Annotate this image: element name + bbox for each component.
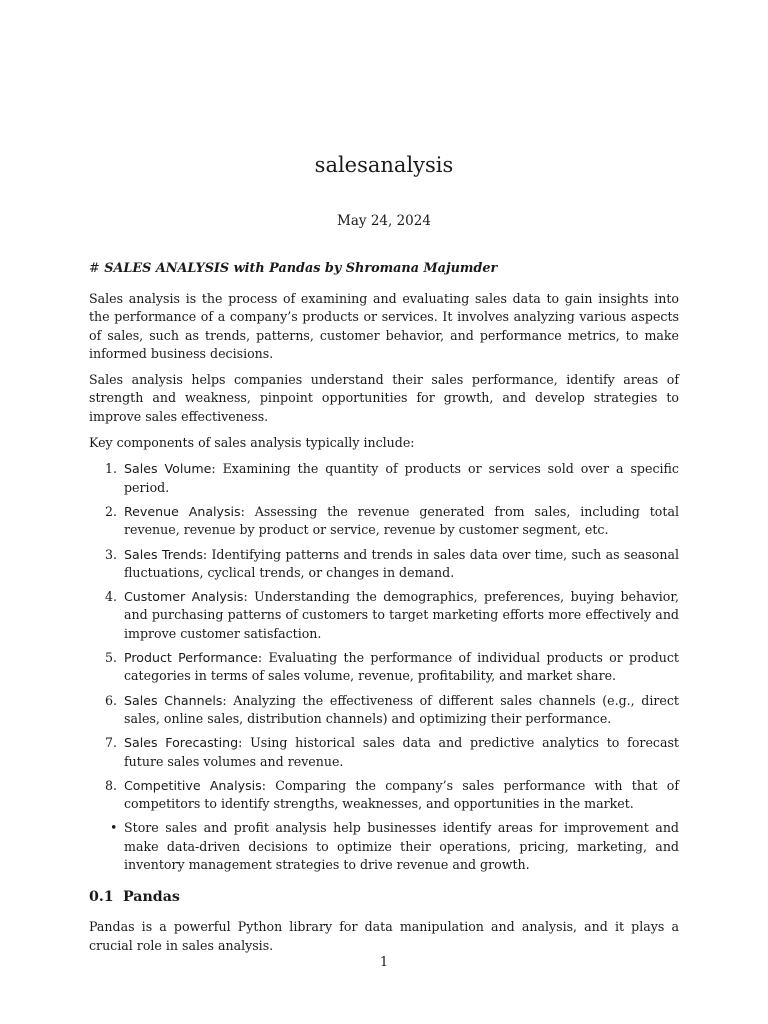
list-term: Revenue Analysis <box>124 503 241 519</box>
main-heading <box>89 258 679 280</box>
list-item <box>89 734 679 771</box>
list-term: Sales Channels <box>124 692 223 708</box>
list-desc: : Identifying patterns and trends in sales data over time, such as seasonal fluctuations, cyclical trends, or changes in demand. <box>124 546 679 580</box>
benefits-paragraph: Sales analysis helps companies understand their sales performance, identify areas of strength and weakness, pinpoint opportunities for growth, and develop strategies to improve sales effectiveness. <box>89 372 679 424</box>
bullet-item <box>89 819 679 874</box>
list-term: Customer Analysis <box>124 589 244 605</box>
section-heading <box>89 886 679 908</box>
page-number: 1 <box>379 955 389 970</box>
list-desc: : Evaluating the performance of individual products or product categories in terms of sales volume, revenue, profitability, and market share. <box>124 650 679 684</box>
list-term: Sales Forecasting <box>124 735 239 751</box>
list-number: 6. <box>105 692 118 708</box>
bullet-list <box>89 819 679 874</box>
document-title: salesanalysis <box>314 153 454 177</box>
list-item <box>89 777 679 814</box>
components-list <box>89 460 679 813</box>
list-term: Sales Volume <box>124 461 212 477</box>
components-intro: Key components of sales analysis typically include: <box>89 435 415 451</box>
document-date: May 24, 2024 <box>337 213 431 229</box>
list-number: 5. <box>105 650 118 666</box>
intro-paragraph: Sales analysis is the process of examining and evaluating sales data to gain insights into the performance of a company’s products or services. It involves analyzing various aspects of sales, such as trends, patterns, customer behavior, and performance metrics, to make informed business decisions. <box>89 291 679 361</box>
section-paragraph: Pandas is a powerful Python library for data manipulation and analysis, and it plays a crucial role in sales analysis. <box>89 919 679 953</box>
bullet-icon: • <box>110 820 118 836</box>
list-item <box>89 503 679 540</box>
list-item <box>89 460 679 497</box>
bullet-text: Store sales and profit analysis help businesses identify areas for improvement and make data-driven decisions to optimize their operations, pricing, marketing, and inventory management strategies to drive revenue and growth. <box>124 820 679 873</box>
list-term: Competitive Analysis <box>124 777 262 793</box>
list-number: 3. <box>105 546 118 562</box>
list-desc: : Comparing the company’s sales performance with that of competitors to identify strengths, weaknesses, and opportunities in the market. <box>124 777 679 812</box>
section-title: Pandas <box>123 889 180 906</box>
list-number: 2. <box>105 503 118 519</box>
document-body <box>89 258 679 963</box>
section-number: 0.1 <box>89 889 114 906</box>
heading-hash: # <box>89 261 100 276</box>
list-item <box>89 588 679 643</box>
list-item <box>89 649 679 686</box>
list-number: 4. <box>105 589 118 605</box>
list-desc: : Assessing the revenue generated from sales, including total revenue, revenue by product or service, revenue by customer segment, etc. <box>124 503 679 538</box>
list-item <box>89 692 679 729</box>
heading-text: SALES ANALYSIS with Pandas by Shromana Majumder <box>104 261 498 276</box>
list-desc: : Understanding the demographics, preferences, buying behavior, and purchasing patterns of customers to target marketing efforts more effectively and improve customer satisfaction. <box>124 589 679 641</box>
list-number: 7. <box>105 735 118 751</box>
list-number: 8. <box>105 777 118 793</box>
list-desc: : Analyzing the effectiveness of different sales channels (e.g., direct sales, online sales, distribution channels) and optimizing their performance. <box>124 692 679 726</box>
list-desc: : Using historical sales data and predictive analytics to forecast future sales volumes and revenue. <box>124 735 679 769</box>
list-desc: : Examining the quantity of products or services sold over a specific period. <box>124 461 679 495</box>
list-number: 1. <box>105 461 118 477</box>
list-term: Sales Trends <box>124 546 203 562</box>
list-item <box>89 546 679 583</box>
list-term: Product Performance <box>124 650 258 666</box>
